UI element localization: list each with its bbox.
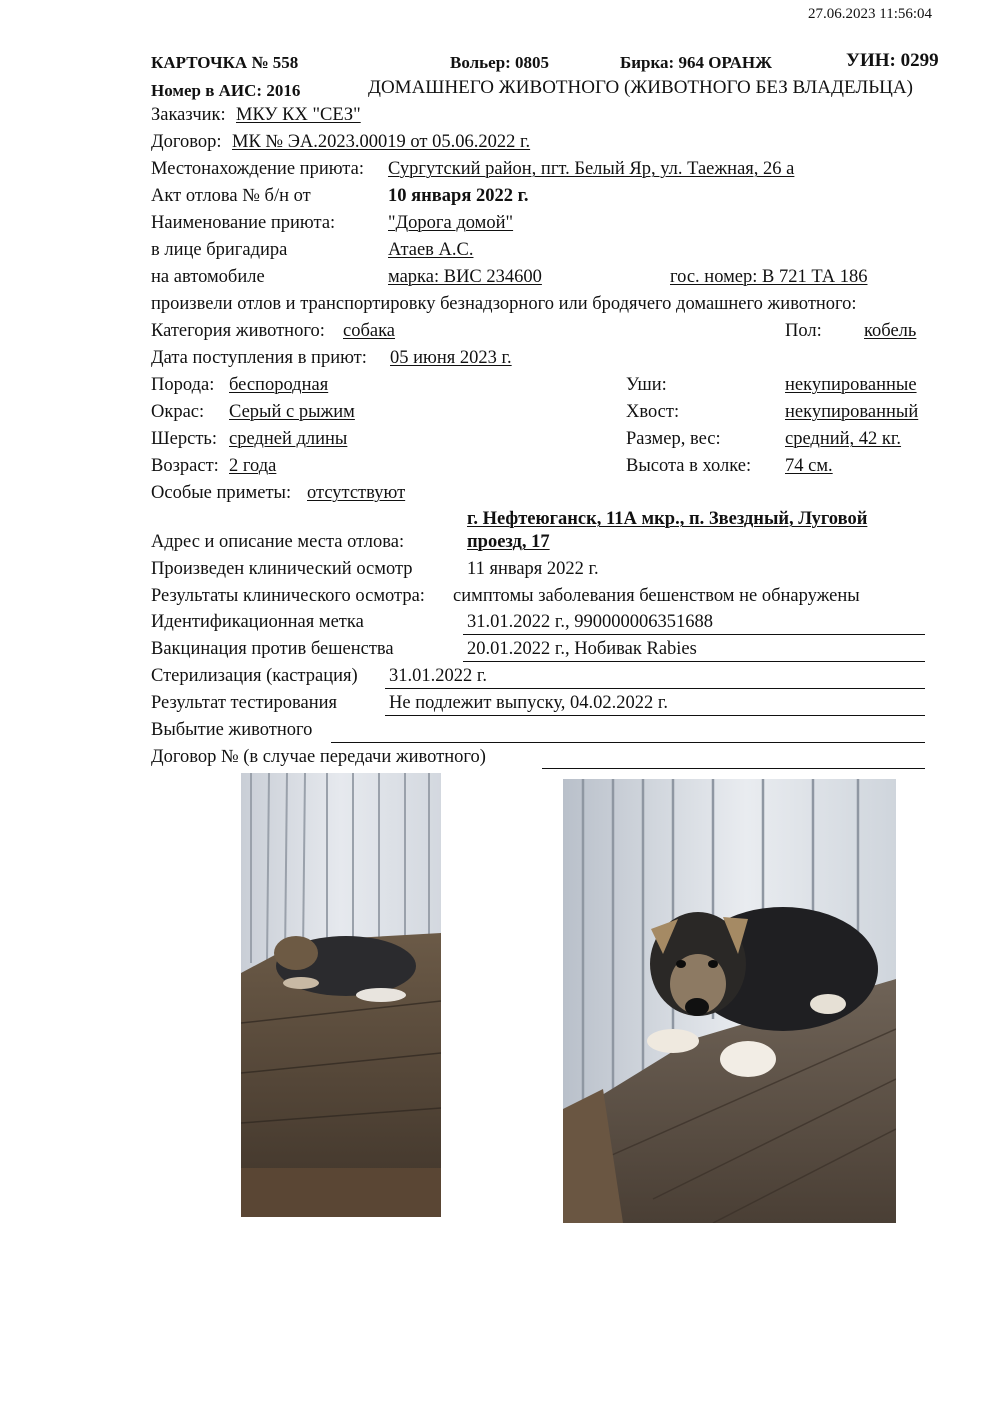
exam-results-value: симптомы заболевания бешенством не обнаружены (453, 586, 860, 606)
breed-label: Порода: (151, 375, 215, 395)
act-label: Акт отлова № б/н от (151, 186, 311, 206)
card-number: КАРТОЧКА № 558 (151, 53, 299, 72)
vaccine-underline (463, 661, 925, 662)
height-label: Высота в холке: (626, 456, 752, 476)
enclosure-number: Вольер: 0805 (450, 53, 550, 72)
marks-value: отсутствуют (307, 483, 406, 503)
location-label: Местонахождение приюта: (151, 159, 364, 179)
tail-label: Хвост: (626, 402, 680, 422)
size-value: средний, 42 кг. (785, 429, 902, 449)
address-line-2: проезд, 17 (467, 532, 550, 552)
car-number: гос. номер: В 721 ТА 186 (670, 267, 868, 287)
sex-value: кобель (864, 321, 917, 341)
sterilization-value: 31.01.2022 г. (389, 666, 488, 686)
shelter-label: Наименование приюта: (151, 213, 336, 233)
departure-underline (331, 742, 925, 743)
marks-label: Особые приметы: (151, 483, 292, 503)
uin-number: УИН: 0299 (846, 50, 939, 71)
dog-photo-1 (241, 773, 441, 1217)
ears-label: Уши: (626, 375, 667, 395)
address-line-1: г. Нефтеюганск, 11А мкр., п. Звездный, Луговой (467, 509, 868, 529)
arrival-label: Дата поступления в приют: (151, 348, 367, 368)
age-label: Возраст: (151, 456, 219, 476)
category-label: Категория животного: (151, 321, 325, 341)
customer-label: Заказчик: (151, 105, 226, 125)
sterilization-label: Стерилизация (кастрация) (151, 666, 358, 686)
vaccine-label: Вакцинация против бешенства (151, 639, 394, 659)
location-value: Сургутский район, пгт. Белый Яр, ул. Таежная, 26 а (388, 159, 795, 179)
color-label: Окрас: (151, 402, 205, 422)
foreman-label: в лице бригадира (151, 240, 288, 260)
category-value: собака (343, 321, 396, 341)
ears-value: некупированные (785, 375, 917, 395)
dog-photo-2 (563, 779, 896, 1223)
exam-value: 11 января 2022 г. (467, 559, 599, 579)
card-subtitle: ДОМАШНЕГО ЖИВОТНОГО (ЖИВОТНОГО БЕЗ ВЛАДЕЛЬЦА) (368, 77, 913, 98)
shelter-value: "Дорога домой" (388, 213, 514, 233)
test-label: Результат тестирования (151, 693, 338, 713)
statement-text: произвели отлов и транспортировку безнадзорного или бродячего домашнего животного: (151, 294, 857, 314)
print-timestamp: 27.06.2023 11:56:04 (808, 6, 933, 22)
test-underline (385, 715, 925, 716)
car-brand: марка: ВИС 234600 (388, 267, 542, 287)
act-value: 10 января 2022 г. (388, 186, 529, 206)
contract-value: МК № ЭА.2023.00019 от 05.06.2022 г. (232, 132, 531, 152)
exam-label: Произведен клинический осмотр (151, 559, 413, 579)
size-label: Размер, вес: (626, 429, 721, 449)
departure-label: Выбытие животного (151, 720, 313, 740)
address-label: Адрес и описание места отлова: (151, 532, 405, 552)
color-value: Серый с рыжим (229, 402, 355, 422)
tag-number: Бирка: 964 ОРАНЖ (620, 53, 772, 72)
id-label: Идентификационная метка (151, 612, 364, 632)
customer-value: МКУ КХ "СЕЗ" (236, 105, 361, 125)
contract-label: Договор: (151, 132, 222, 152)
test-value: Не подлежит выпуску, 04.02.2022 г. (389, 693, 668, 713)
sterilization-underline (385, 688, 925, 689)
transfer-underline (542, 768, 925, 769)
foreman-value: Атаев А.С. (388, 240, 474, 260)
sex-label: Пол: (785, 321, 822, 341)
height-value: 74 см. (785, 456, 833, 476)
breed-value: беспородная (229, 375, 329, 395)
coat-value: средней длины (229, 429, 348, 449)
transfer-label: Договор № (в случае передачи животного) (151, 747, 486, 767)
coat-label: Шерсть: (151, 429, 217, 449)
age-value: 2 года (229, 456, 277, 476)
vaccine-value: 20.01.2022 г., Нобивак Rabies (467, 639, 697, 659)
tail-value: некупированный (785, 402, 919, 422)
id-underline (463, 634, 925, 635)
id-value: 31.01.2022 г., 990000006351688 (467, 612, 714, 632)
car-label: на автомобиле (151, 267, 265, 287)
ais-number: Номер в АИС: 2016 (151, 81, 301, 100)
exam-results-label: Результаты клинического осмотра: (151, 586, 425, 606)
arrival-value: 05 июня 2023 г. (390, 348, 512, 368)
